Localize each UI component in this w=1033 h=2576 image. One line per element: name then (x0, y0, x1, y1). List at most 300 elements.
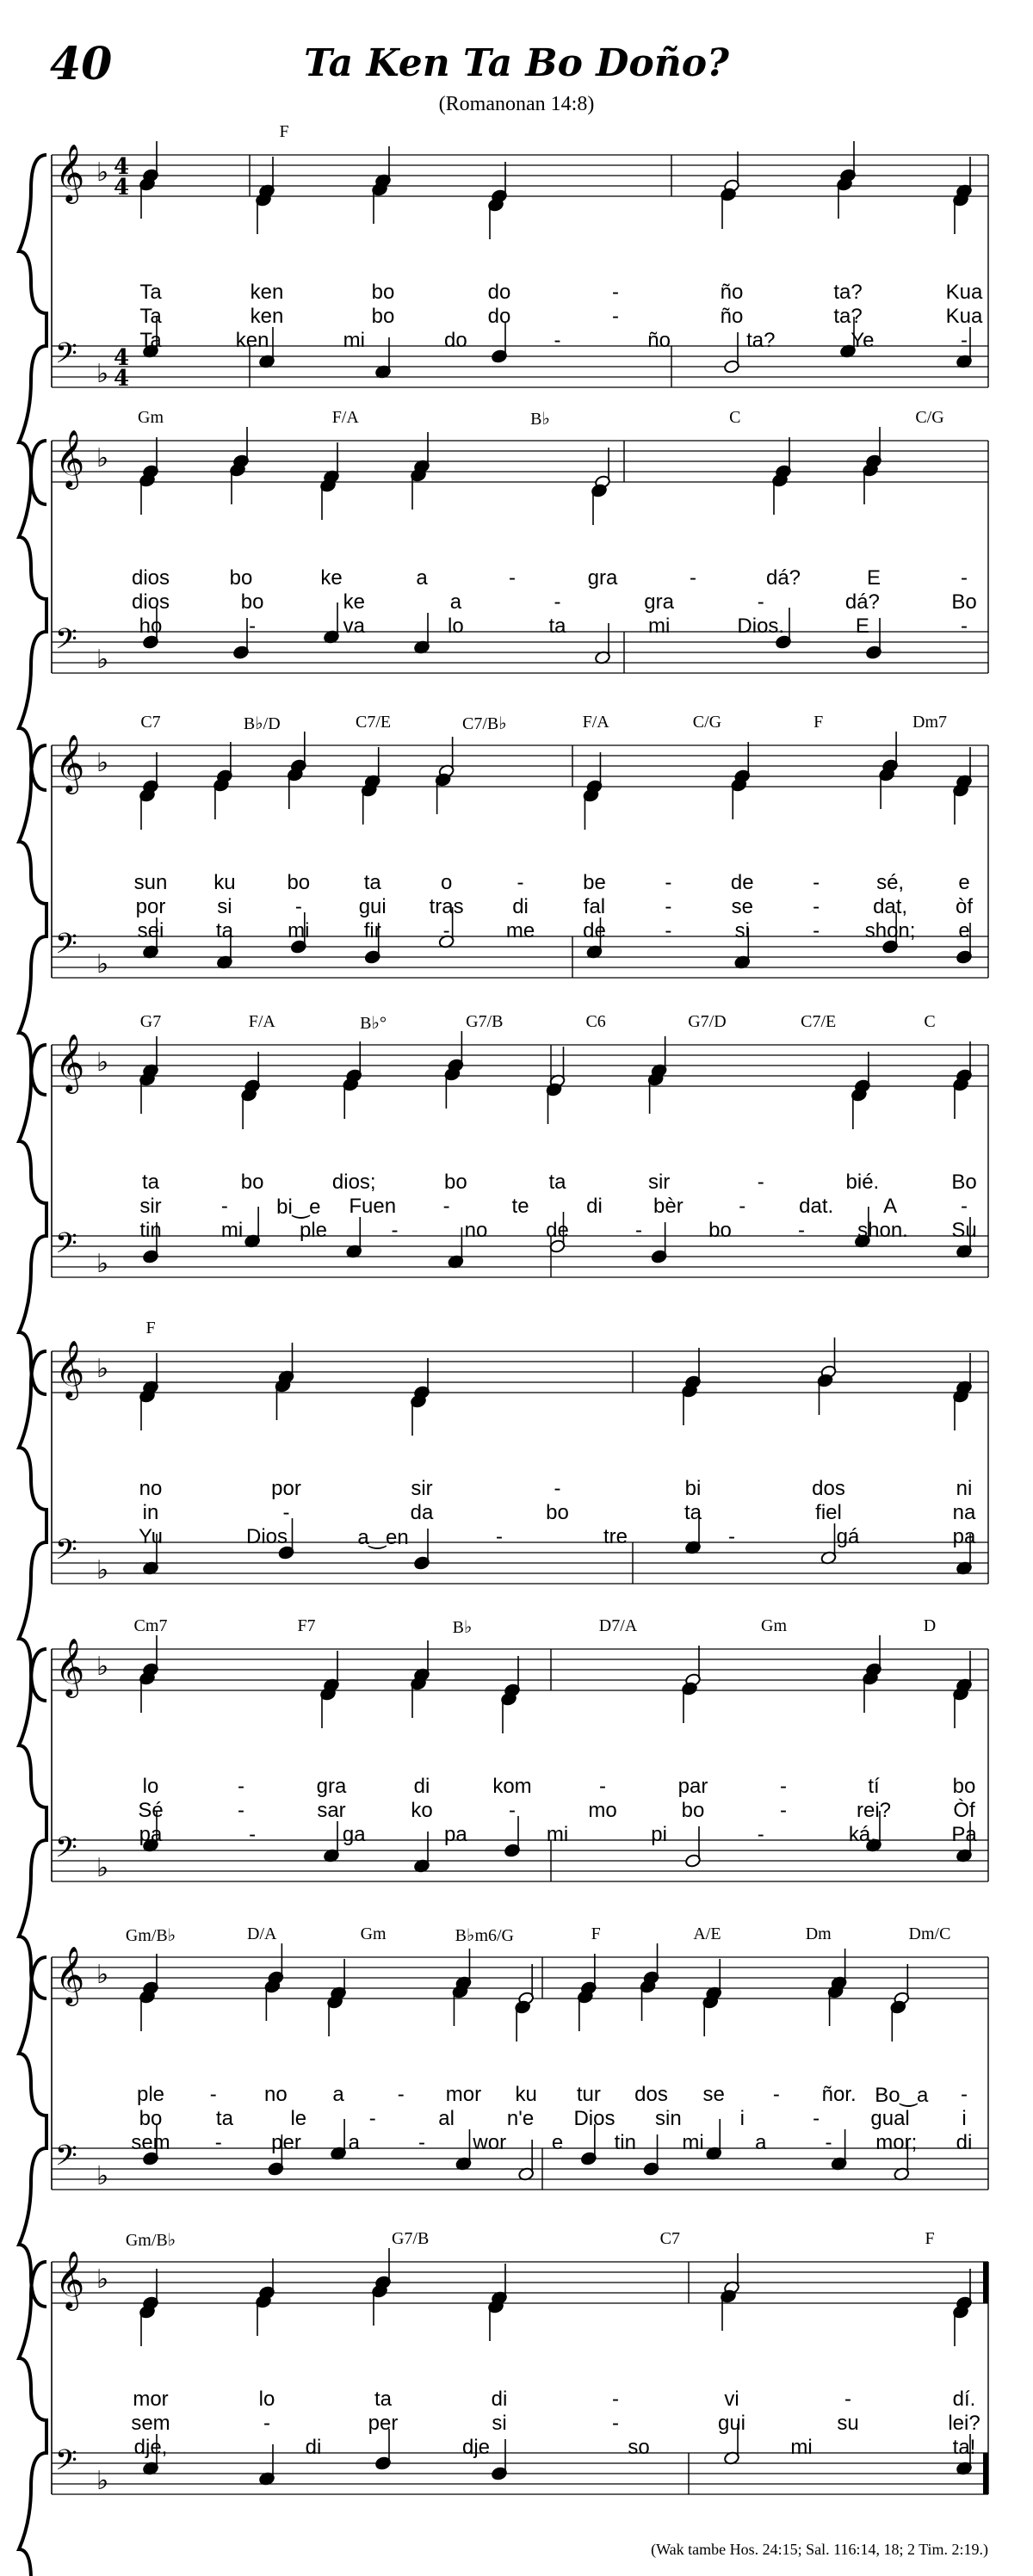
chord-symbol: G7/B (391, 2229, 430, 2248)
final-bar-thick (983, 2453, 988, 2494)
lyric-syllable: de (583, 919, 606, 942)
lyric-syllable: - (214, 2131, 222, 2154)
lyric-syllable: dos (634, 2083, 668, 2106)
lyric-syllable: sun (133, 871, 168, 894)
lyric-syllable: ple (299, 1219, 328, 1242)
lyric-syllable: Sé (138, 1799, 164, 1822)
lyric-syllable: dí. (952, 2388, 976, 2411)
lyric-syllable: Pa (951, 1823, 977, 1846)
lyric-syllable: - (690, 566, 696, 590)
lyric-syllable: va (343, 615, 365, 638)
chord-symbol: Gm/B♭ (125, 2231, 176, 2250)
lyric-syllable: - (757, 1823, 764, 1846)
lyric-syllable: e (958, 871, 970, 894)
lyric-syllable: e (958, 919, 970, 942)
lyric-syllable: i (962, 2107, 967, 2130)
key-signature-flat-icon: ♭ (96, 1555, 109, 1585)
lyric-syllable: be (583, 871, 606, 894)
lyric-syllable: ta (548, 1171, 566, 1194)
lyric-syllable: mor (445, 2083, 482, 2106)
lyric-syllable: dos (812, 1477, 845, 1500)
lyric-syllable: ñor. (821, 2083, 857, 2106)
lyric-syllable: dat, (873, 895, 908, 918)
key-signature-flat-icon: ♭ (96, 359, 109, 389)
lyric-syllable: tin (139, 1219, 162, 1242)
chord-symbol: B♭m6/G (455, 1926, 515, 1945)
treble-clef-icon: 𝄞 (55, 1339, 85, 1398)
lyric-syllable: di (586, 1195, 603, 1218)
lyric-syllable: mor (133, 2388, 169, 2411)
lyric-syllable: Bo (951, 590, 977, 614)
lyric-syllable: - (961, 329, 968, 352)
lyric-syllable: - (238, 1799, 244, 1822)
lyric-syllable: sir (647, 1171, 671, 1194)
lyric-syllable: - (612, 2388, 619, 2411)
lyric-syllable: te (511, 1195, 529, 1218)
lyric-syllable: n'e (506, 2107, 535, 2130)
lyric-syllable: no (139, 1477, 163, 1500)
lyric-syllable: di (413, 1775, 430, 1798)
lyric-syllable: Ta (139, 281, 162, 304)
lyric-syllable: bi (684, 1477, 702, 1500)
treble-clef-icon: 𝄞 (55, 733, 85, 792)
lyric-syllable: Kua (945, 305, 983, 328)
lyric-syllable: lo (448, 615, 464, 638)
staff-svg (0, 129, 1033, 405)
staff-svg (0, 1931, 1033, 2207)
lyric-syllable: a (449, 590, 462, 614)
lyric-syllable: - (391, 1219, 399, 1242)
lyric-syllable: - (844, 2388, 851, 2411)
lyric-syllable: - (442, 1195, 450, 1218)
time-signature-top: 4 (114, 345, 130, 371)
lyric-syllable: si (492, 2412, 507, 2435)
chord-symbol: F (145, 1319, 156, 1337)
lyric-syllable: sé, (876, 871, 905, 894)
lyric-syllable: gui (717, 2412, 746, 2435)
chord-symbol: F/A (582, 713, 609, 732)
chord-symbol: C (924, 1012, 936, 1031)
hymn-title: Ta Ken Ta Bo Doño? (304, 41, 729, 85)
lyric-syllable: - (728, 1525, 735, 1548)
lyric-syllable: si (217, 895, 232, 918)
lyric-syllable: - (282, 1501, 290, 1524)
lyric-syllable: - (294, 895, 302, 918)
chord-symbol: C/G (915, 408, 944, 427)
lyric-syllable: - (665, 919, 672, 942)
lyric-syllable: e (551, 2131, 564, 2154)
lyric-syllable: Dios (245, 1525, 288, 1548)
lyric-syllable: por (135, 895, 166, 918)
key-signature-flat-icon: ♭ (96, 443, 109, 473)
chord-symbol: Dm7 (912, 713, 947, 732)
lyric-syllable: shon; (864, 919, 916, 942)
treble-clef-icon: 𝄞 (55, 2250, 85, 2308)
music-system (0, 1319, 1033, 1601)
lyric-syllable: ta! (952, 2436, 976, 2459)
chord-symbol: C (729, 408, 741, 427)
music-system (0, 713, 1033, 995)
lyric-syllable: pi (651, 1823, 667, 1846)
key-signature-flat-icon: ♭ (96, 748, 109, 778)
lyric-syllable: - (813, 895, 820, 918)
lyric-syllable: bo (708, 1219, 732, 1242)
lyric-syllable: - (612, 281, 619, 304)
chord-symbol: F (591, 1924, 601, 1943)
lyric-syllable: - (554, 329, 561, 352)
lyric-syllable: sar (317, 1799, 346, 1822)
lyric-syllable: - (780, 1775, 787, 1798)
chord-symbol: Dm/C (908, 1924, 951, 1943)
lyric-syllable: Fuen (349, 1195, 397, 1218)
lyric-syllable: per (368, 2412, 399, 2435)
lyric-syllable: i (739, 2107, 745, 2130)
lyric-syllable: ko (411, 1799, 433, 1822)
hymn-number: 40 (50, 38, 113, 90)
chord-symbol: F (925, 2229, 935, 2248)
lyric-syllable: mi (343, 329, 365, 352)
lyric-syllable: gra (644, 590, 674, 614)
chord-symbol: G7/D (688, 1012, 727, 1031)
chord-symbol: Gm (360, 1924, 387, 1943)
staff-svg (0, 2236, 1033, 2511)
treble-clef-icon: 𝄞 (55, 1945, 85, 2004)
lyric-syllable: - (665, 871, 672, 894)
lyric-syllable: bo (952, 1775, 976, 1798)
lyric-syllable: dios (131, 566, 170, 590)
lyric-syllable: - (772, 2083, 780, 2106)
key-signature-flat-icon: ♭ (96, 2466, 109, 2496)
lyric-syllable: gual (870, 2107, 910, 2130)
key-signature-flat-icon: ♭ (96, 2161, 109, 2191)
staff-svg (0, 1019, 1033, 1294)
lyric-syllable: - (813, 2107, 820, 2130)
lyric-syllable: - (263, 2412, 270, 2435)
chord-symbol: A/E (693, 1924, 721, 1943)
chord-symbol: C6 (585, 1012, 606, 1031)
lyric-syllable: na (952, 1501, 976, 1524)
lyric-syllable: ku (213, 871, 236, 894)
lyric-syllable: - (509, 1799, 516, 1822)
chord-symbol: G7 (139, 1012, 162, 1031)
lyric-syllable: a (416, 566, 428, 590)
key-signature-flat-icon: ♭ (96, 2264, 109, 2295)
treble-clef-icon: 𝄞 (55, 1033, 85, 1091)
lyric-syllable: A (883, 1195, 898, 1218)
lyric-syllable: par (677, 1775, 708, 1798)
music-system (0, 408, 1033, 690)
lyric-syllable: fal (583, 895, 606, 918)
lyric-syllable: bo (240, 1171, 264, 1194)
final-bar-thick (983, 2262, 988, 2303)
lyric-syllable: dat. (799, 1195, 834, 1218)
lyric-syllable: ta (374, 2388, 393, 2411)
lyric-syllable: - (554, 1477, 561, 1500)
lyric-syllable: a (755, 2131, 767, 2154)
lyric-syllable: tras (429, 895, 464, 918)
bass-clef-icon: 𝄢 (55, 623, 77, 663)
lyric-syllable: vi (724, 2388, 739, 2411)
lyric-syllable: E (866, 566, 881, 590)
lyric-syllable: tí (868, 1775, 880, 1798)
lyric-syllable: gra (587, 566, 618, 590)
lyric-syllable: ken (235, 329, 269, 352)
lyric-syllable: ño (720, 281, 744, 304)
lyric-syllable: - (238, 1775, 244, 1798)
lyric-syllable: di (512, 895, 529, 918)
lyric-syllable: se (731, 895, 753, 918)
chord-symbol: Gm (138, 408, 164, 427)
lyric-syllable: ke (343, 590, 365, 614)
lyric-syllable: - (813, 871, 820, 894)
lyric-syllable: por (271, 1477, 301, 1500)
lyric-syllable: - (249, 1823, 257, 1846)
lyric-syllable: pa (952, 1525, 976, 1548)
lyric-syllable: - (612, 305, 619, 328)
key-signature-flat-icon: ♭ (96, 1354, 109, 1384)
lyric-syllable: bo (139, 2107, 163, 2130)
lyric-syllable: Kua (945, 281, 983, 304)
lyric-syllable: Ta (139, 329, 162, 352)
lyric-syllable: - (961, 1195, 968, 1218)
chord-symbol: C7 (659, 2229, 680, 2248)
lyric-syllable: mo (588, 1799, 617, 1822)
lyric-syllable: ta (215, 919, 233, 942)
lyric-syllable: - (961, 615, 968, 638)
lyric-syllable: lo (142, 1775, 159, 1798)
lyric-syllable: Su (951, 1219, 977, 1242)
lyric-syllable: bo (240, 590, 264, 614)
lyric-syllable: - (813, 919, 820, 942)
lyric-syllable: mor; (875, 2131, 918, 2154)
lyric-syllable: - (516, 871, 524, 894)
footnote: (Wak tambe Hos. 24:15; Sal. 116:14, 18; 2 Tim. 2:19.) (651, 2541, 988, 2558)
lyric-syllable: ta? (833, 281, 863, 304)
lyric-syllable: se (702, 2083, 725, 2106)
bass-clef-icon: 𝄢 (55, 1832, 77, 1871)
lyric-syllable: - (442, 919, 450, 942)
lyric-syllable: si (734, 919, 750, 942)
lyric-syllable: ken (250, 281, 284, 304)
chord-symbol: B♭ (530, 410, 550, 429)
lyric-syllable: sem (131, 2412, 170, 2435)
lyric-syllable: bo (681, 1799, 705, 1822)
lyric-syllable: dá? (844, 590, 880, 614)
music-system (0, 1616, 1033, 1899)
chord-symbol: D/A (247, 1924, 277, 1943)
lyric-syllable: - (961, 2083, 968, 2106)
lyric-syllable: Bo‿a (875, 2084, 929, 2107)
chord-symbol: D7/A (598, 1616, 638, 1635)
lyric-syllable: tre (603, 1525, 628, 1548)
lyric-syllable: - (220, 1195, 228, 1218)
brace-icon (19, 2262, 46, 2576)
lyric-syllable: dios; (331, 1171, 376, 1194)
chord-symbol: F (279, 122, 289, 141)
lyric-syllable: - (418, 2131, 425, 2154)
lyric-syllable: me (505, 919, 535, 942)
lyric-syllable: do (487, 305, 511, 328)
chord-symbol: F (813, 713, 824, 732)
lyric-syllable: ta (684, 1501, 702, 1524)
time-signature-bottom: 4 (114, 366, 130, 392)
chord-symbol: C/G (692, 713, 722, 732)
treble-clef-icon: 𝄞 (55, 429, 85, 487)
key-signature-flat-icon: ♭ (96, 1249, 109, 1279)
lyric-syllable: in (142, 1501, 159, 1524)
bass-clef-icon: 𝄢 (55, 928, 77, 967)
chord-symbol: B♭° (360, 1014, 387, 1033)
bass-clef-icon: 𝄢 (55, 2444, 77, 2484)
lyric-syllable: bo (546, 1501, 569, 1524)
bass-clef-icon: 𝄢 (55, 1534, 77, 1573)
lyric-syllable: pa (139, 1823, 163, 1846)
lyric-syllable: - (757, 590, 764, 614)
lyric-syllable: di (956, 2131, 973, 2154)
lyric-syllable: Dios. (737, 615, 785, 638)
lyric-syllable: shon. (857, 1219, 908, 1242)
lyric-syllable: sem (131, 2131, 170, 2154)
chord-symbol: Gm (761, 1616, 787, 1635)
lyric-syllable: fir (363, 919, 381, 942)
lyric-syllable: mi (790, 2436, 813, 2459)
lyric-syllable: dios (131, 590, 170, 614)
chord-symbol: B♭/D (243, 714, 281, 733)
time-signature-top: 4 (114, 154, 130, 180)
music-system (0, 122, 1033, 405)
lyric-syllable: ni (956, 1477, 973, 1500)
chord-symbol: F/A (331, 408, 359, 427)
chord-symbol: C7/E (356, 713, 392, 732)
lyric-syllable: - (368, 2107, 376, 2130)
lyric-syllable: E (855, 615, 869, 638)
lyric-syllable: mi (546, 1823, 569, 1846)
lyric-syllable: gui (358, 895, 387, 918)
key-signature-flat-icon: ♭ (96, 1853, 109, 1883)
lyric-syllable: do (444, 329, 467, 352)
lyric-syllable: rei? (856, 1799, 892, 1822)
lyric-syllable: bo (287, 871, 311, 894)
lyric-syllable: bo (371, 281, 395, 304)
lyric-syllable: bié. (845, 1171, 880, 1194)
lyric-syllable: di (491, 2388, 508, 2411)
staff-svg (0, 720, 1033, 995)
lyric-syllable: - (825, 2131, 832, 2154)
chord-symbol: C7 (140, 713, 161, 732)
bass-clef-icon: 𝄢 (55, 1227, 77, 1267)
lyric-syllable: so (628, 2436, 650, 2459)
chord-symbol: F/A (248, 1012, 275, 1031)
treble-clef-icon: 𝄞 (55, 1637, 85, 1696)
lyric-syllable: ño (720, 305, 744, 328)
lyric-syllable: no (264, 2083, 288, 2106)
lyric-syllable: Òf (953, 1799, 975, 1822)
lyric-syllable: bo (371, 305, 395, 328)
lyric-syllable: ho (139, 615, 163, 638)
lyric-syllable: Ta (139, 305, 162, 328)
lyric-syllable: per (271, 2131, 301, 2154)
chord-symbol: Dm (805, 1924, 832, 1943)
lyric-syllable: gra (316, 1775, 347, 1798)
lyric-syllable: ño (647, 329, 671, 352)
lyric-syllable: do (487, 281, 511, 304)
lyric-syllable: - (635, 1219, 642, 1242)
lyric-syllable: a (332, 2083, 344, 2106)
lyric-syllable: sin (655, 2107, 682, 2130)
lyric-syllable: sei (137, 919, 164, 942)
lyric-syllable: ta? (746, 329, 776, 352)
lyric-syllable: kom (492, 1775, 532, 1798)
lyric-syllable: fiel (815, 1501, 842, 1524)
lyric-syllable: ta? (833, 305, 863, 328)
lyric-syllable: al (438, 2107, 455, 2130)
lyric-syllable: ta (548, 615, 566, 638)
lyric-syllable: a (348, 2131, 360, 2154)
lyric-syllable: òf (955, 895, 974, 918)
chord-symbol: G7/B (466, 1012, 504, 1031)
lyric-syllable: pa (444, 1823, 467, 1846)
lyric-syllable: ta (363, 871, 381, 894)
lyric-syllable: dje, (133, 2436, 168, 2459)
lyric-syllable: - (209, 2083, 217, 2106)
staff-svg (0, 415, 1033, 690)
lyric-syllable: - (496, 1525, 503, 1548)
lyric-syllable: - (739, 1195, 746, 1218)
key-signature-flat-icon: ♭ (96, 645, 109, 675)
chord-symbol: F7 (297, 1616, 316, 1635)
lyric-syllable: tur (576, 2083, 601, 2106)
lyric-syllable: ke (320, 566, 343, 590)
lyric-syllable: de (546, 1219, 569, 1242)
key-signature-flat-icon: ♭ (96, 1960, 109, 1990)
staff-svg (0, 1623, 1033, 1899)
key-signature-flat-icon: ♭ (96, 158, 109, 188)
bass-clef-icon: 𝄢 (55, 2140, 77, 2179)
staff-svg (0, 1325, 1033, 1601)
chord-symbol: B♭ (452, 1618, 473, 1637)
music-system (0, 1924, 1033, 2207)
lyric-syllable: a‿en (357, 1526, 409, 1549)
chord-symbol: C7/E (801, 1012, 837, 1031)
lyric-syllable: bo (444, 1171, 467, 1194)
lyric-syllable: sir (411, 1477, 433, 1500)
lyric-syllable: - (554, 590, 561, 614)
lyric-syllable: lo (258, 2388, 275, 2411)
lyric-syllable: no (464, 1219, 488, 1242)
chord-symbol: D (923, 1616, 937, 1635)
lyric-syllable: - (599, 1775, 606, 1798)
lyric-syllable: ken (250, 305, 284, 328)
lyric-syllable: ká. (848, 1823, 876, 1846)
chord-symbol: Cm7 (133, 1616, 168, 1635)
bass-clef-icon: 𝄢 (55, 337, 77, 377)
time-signature-bottom: 4 (114, 175, 130, 201)
lyric-syllable: - (612, 2412, 619, 2435)
lyric-syllable: ga (342, 1823, 366, 1846)
lyric-syllable: - (798, 1219, 805, 1242)
lyric-syllable: su (837, 2412, 859, 2435)
lyric-syllable: mi (288, 919, 310, 942)
lyric-syllable: ku (515, 2083, 537, 2106)
lyric-syllable: le (290, 2107, 307, 2130)
lyric-syllable: wor (473, 2131, 507, 2154)
lyric-syllable: de (730, 871, 754, 894)
lyric-syllable: bèr (653, 1195, 684, 1218)
hymn-scripture: (Romanonan 14:8) (438, 93, 595, 115)
lyric-syllable: - (509, 566, 516, 590)
lyric-syllable: - (757, 1171, 764, 1194)
key-signature-flat-icon: ♭ (96, 1047, 109, 1078)
